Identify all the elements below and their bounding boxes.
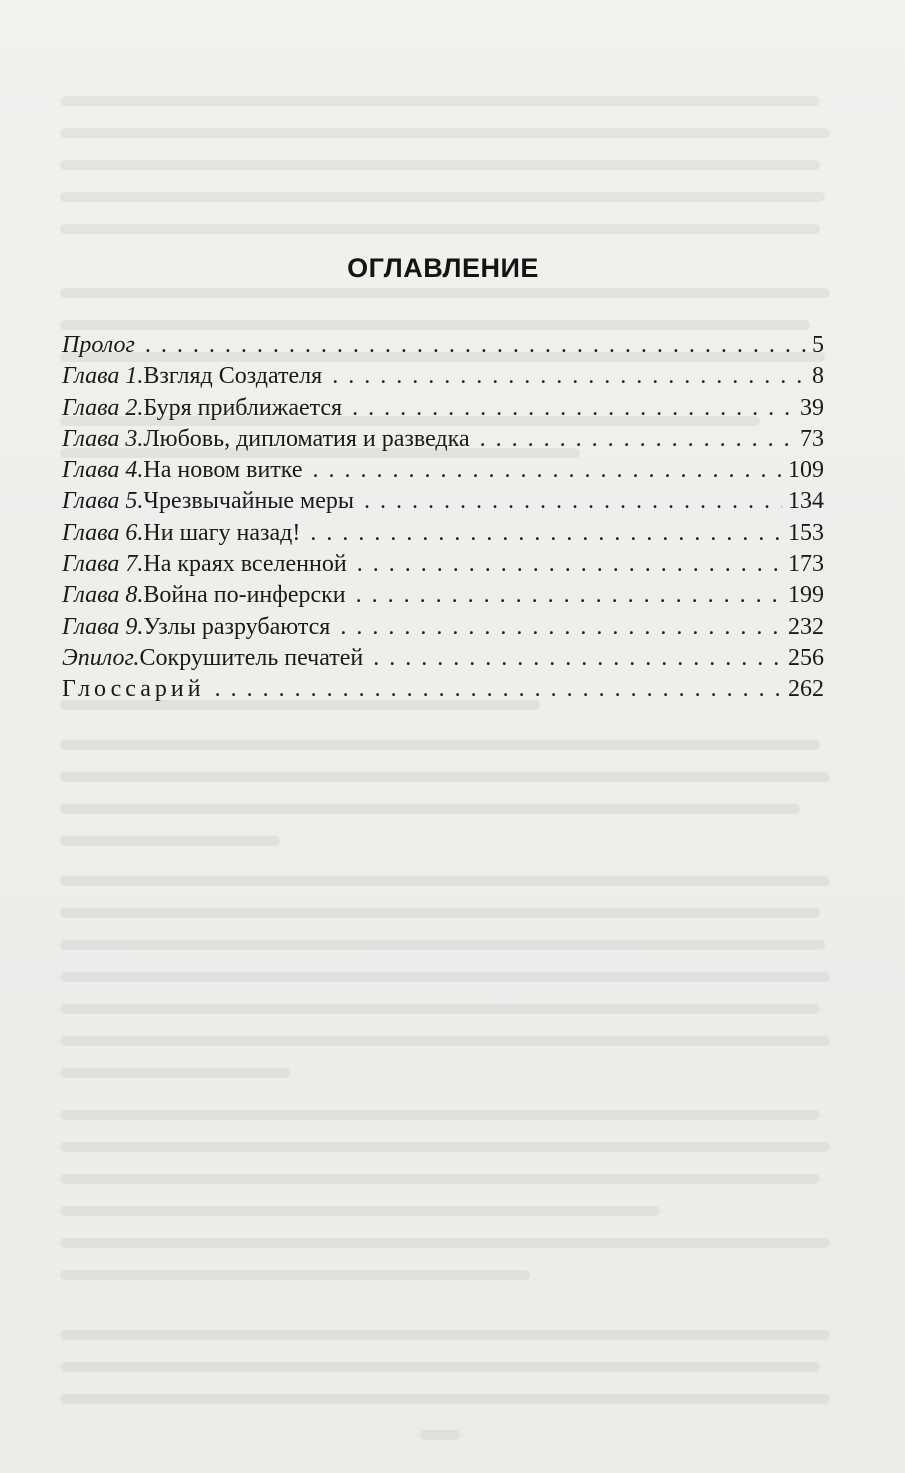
toc-leader-dots [310, 518, 782, 549]
toc-entry-chapter-9[interactable] [62, 612, 824, 643]
toc-entry-page: 134 [788, 488, 824, 515]
toc-entry-title: Узлы разрубаются [143, 613, 331, 640]
toc-leader-dots [145, 330, 806, 361]
toc-entry-prefix: Эпилог. [62, 644, 140, 671]
toc-leader-dots [373, 643, 782, 674]
toc-leader-dots [332, 361, 806, 392]
toc-leader-dots [313, 455, 783, 486]
toc-entry-prefix: Глава 1. [62, 363, 144, 390]
toc-entry-title: Война по-инферски [143, 582, 346, 609]
toc-entry-page: 73 [800, 425, 824, 452]
toc-entry-chapter-6[interactable] [62, 518, 824, 549]
toc-entry-prologue[interactable] [62, 330, 824, 361]
toc-entry-page: 39 [800, 394, 824, 421]
toc-entry-title: Ни шагу назад! [143, 519, 301, 546]
toc-entry-prefix: Глава 3. [62, 425, 144, 452]
toc-entry-chapter-7[interactable] [62, 549, 824, 580]
bleed-through-text [60, 0, 840, 1473]
toc-entry-chapter-5[interactable] [62, 486, 824, 517]
toc-leader-dots [352, 393, 794, 424]
toc-list [62, 330, 824, 706]
toc-entry-prefix: Глава 4. [62, 457, 144, 484]
toc-entry-prefix: Глава 5. [62, 488, 144, 515]
toc-leader-dots [480, 424, 794, 455]
toc-entry-prefix: Пролог [62, 332, 135, 358]
toc-entry-page: 173 [788, 551, 824, 578]
toc-entry-epilogue[interactable] [62, 643, 824, 674]
toc-entry-title: На краях вселенной [143, 551, 347, 578]
toc-entry-page: 199 [788, 582, 824, 609]
toc-entry-chapter-8[interactable] [62, 580, 824, 611]
toc-leader-dots [364, 486, 782, 517]
toc-leader-dots [357, 549, 782, 580]
toc-entry-prefix: Глава 2. [62, 394, 144, 421]
toc-entry-chapter-1[interactable] [62, 361, 824, 392]
toc-entry-page: 153 [788, 519, 824, 546]
toc-entry-title: Взгляд Создателя [143, 363, 323, 390]
toc-entry-page: 232 [788, 613, 824, 640]
toc-entry-prefix: Глава 6. [62, 519, 144, 546]
toc-entry-page: 256 [788, 644, 824, 671]
toc-leader-dots [356, 580, 782, 611]
toc-entry-page: 262 [788, 676, 824, 703]
toc-entry-title: Чрезвычайные меры [143, 488, 355, 515]
toc-leader-dots [215, 674, 782, 705]
toc-leader-dots [340, 612, 782, 643]
toc-entry-title: Глоссарий [62, 676, 205, 703]
toc-entry-page: 8 [812, 363, 824, 390]
toc-entry-page: 109 [788, 457, 824, 484]
table-of-contents [62, 248, 824, 706]
toc-entry-title: Любовь, дипломатия и разведка [143, 425, 470, 452]
toc-entry-page: 5 [812, 332, 824, 358]
toc-entry-chapter-2[interactable] [62, 393, 824, 424]
toc-title: ОГЛАВЛЕНИЕ [347, 253, 539, 283]
toc-entry-title: На новом витке [143, 457, 303, 484]
toc-entry-chapter-4[interactable] [62, 455, 824, 486]
toc-entry-chapter-3[interactable] [62, 424, 824, 455]
toc-entry-title: Буря приближается [143, 394, 343, 421]
toc-entry-prefix: Глава 7. [62, 551, 144, 578]
toc-entry-prefix: Глава 8. [62, 582, 144, 609]
toc-entry-glossary[interactable] [62, 674, 824, 705]
toc-entry-prefix: Глава 9. [62, 613, 144, 640]
toc-entry-title: Сокрушитель печатей [139, 644, 364, 671]
